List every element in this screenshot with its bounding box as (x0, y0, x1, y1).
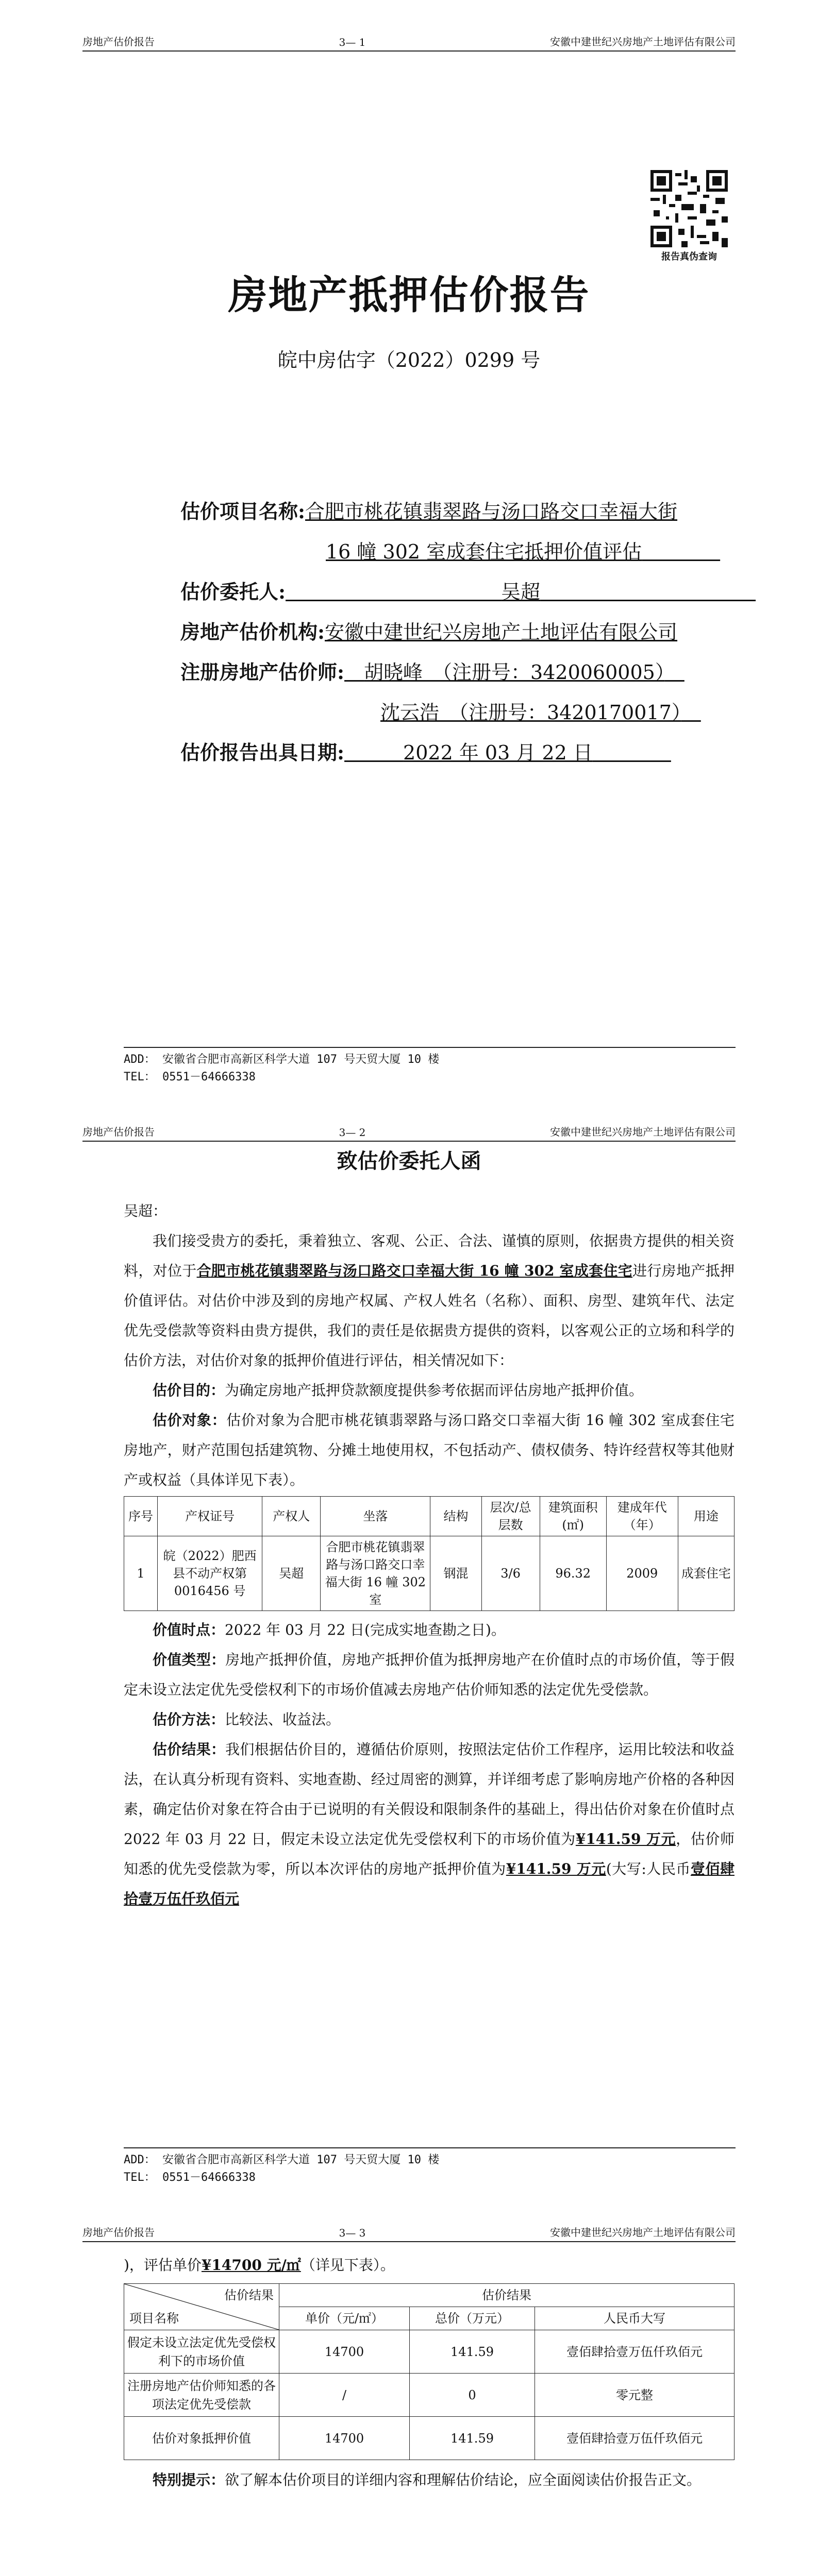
property-table (124, 1496, 734, 1611)
footer-address: ADD： 安徽省合肥市高新区科学大道 107 号天贸大厦 10 楼 (124, 2154, 440, 2166)
letter-page-2 (0, 2201, 818, 2576)
salutation: 吴超： (124, 1202, 168, 1219)
header-right: 安徽中建世纪兴房地产土地评估有限公司 (550, 36, 736, 48)
col-area: 建筑面积(㎡) (540, 1497, 606, 1536)
para-special: 特别提示：欲了解本估价项目的详细内容和理解估价结论，应全面阅读估价报告正文。 (153, 2471, 702, 2488)
col-use: 用途 (678, 1497, 734, 1536)
report-title: 房地产抵押估价报告 (228, 272, 590, 318)
letter-page-1 (0, 1100, 818, 2201)
date-key: 估价报告出具日期: (180, 741, 345, 764)
footer-address: ADD： 安徽省合肥市高新区科学大道 107 号天贸大厦 10 楼 (124, 1053, 440, 1066)
project-row-2 (326, 536, 720, 564)
header-left: 房地产估价报告 (82, 2226, 155, 2239)
col-seq: 序号 (124, 1497, 158, 1536)
para-result-cont: )，评估单价¥14700 元/㎡（详见下表）。 (124, 2257, 395, 2274)
report-number: 皖中房估字（2022）0299 号 (277, 349, 541, 371)
col-total-price: 总价（万元） (410, 2307, 535, 2330)
project-value-1: 合肥市桃花镇翡翠路与汤口路交口幸福大街 (305, 500, 678, 523)
page-footer (124, 2147, 736, 2187)
date-value: 2022 年 03 月 22 日 (403, 741, 593, 764)
client-key: 估价委托人: (180, 580, 286, 603)
page-header (82, 31, 736, 52)
project-row (180, 496, 677, 524)
qr-label: 报告真伪查询 (661, 251, 717, 262)
org-row (180, 616, 677, 645)
org-value: 安徽中建世纪兴房地产土地评估有限公司 (325, 621, 678, 643)
header-left: 房地产估价报告 (82, 36, 155, 48)
header-page: 3— 1 (339, 36, 366, 48)
col-location: 坐落 (321, 1497, 430, 1536)
qr-code-icon[interactable] (650, 170, 728, 247)
para-method: 估价方法：比较法、收益法。 (153, 1711, 341, 1728)
col-year: 建成年代（年） (606, 1497, 678, 1536)
col-rmb-upper: 人民币大写 (535, 2307, 734, 2330)
appraiser-1: 胡晓峰 （注册号：3420060005） (364, 661, 665, 684)
para-result: 估价结果：我们根据估价目的，遵循估价原则，按照法定估价工作程序，运用比较法和收益法，在认真分析现有资料、实地查勘、经过周密的测算，并详细考虑了影响房地产价格的各种因素，确定估价对象在符合由于已说明的有关假设和限制条件的基础上，得出估价对象在价值时点 2022 年 03 月 22 日，假定未设立法定优先受偿权利下的市场价值为¥141.59 万元，估价师知悉的优先受偿款为零，所以本次评估的房地产抵押价值为¥141.59 万元(大写:人民币壹佰肆拾壹万伍仟玖佰元 (124, 1741, 734, 1907)
org-key: 房地产估价机构: (180, 620, 325, 643)
para-value-type: 价值类型：房地产抵押价值，房地产抵押价值为抵押房地产在价值时点的市场价值，等于假定未设立法定优先受偿权利下的市场价值减去房地产估价师知悉的法定优先受偿款。 (124, 1651, 734, 1698)
diag-bottom-label: 项目名称 (129, 2311, 179, 2326)
footer-tel: TEL： 0551－64666338 (124, 1071, 256, 1083)
project-key: 估价项目名称: (180, 500, 306, 523)
header-right: 安徽中建世纪兴房地产土地评估有限公司 (550, 2226, 736, 2239)
diag-top-label: 估价结果 (224, 2288, 274, 2302)
appraiser-key: 注册房地产估价师: (180, 660, 345, 684)
client-row (180, 576, 756, 604)
header-left: 房地产估价报告 (82, 1126, 155, 1138)
letter-title: 致估价委托人函 (337, 1149, 481, 1173)
page-footer (124, 1047, 736, 1086)
para-purpose: 估价目的：为确定房地产抵押贷款额度提供参考依据而评估房地产抵押价值。 (153, 1382, 644, 1399)
diag-header-cell (124, 2284, 279, 2330)
table-row: 估价对象抵押价值 14700 141.59 壹佰肆拾壹万伍仟玖佰元 (124, 2417, 734, 2460)
header-right: 安徽中建世纪兴房地产土地评估有限公司 (550, 1126, 736, 1138)
para-object: 估价对象：估价对象为合肥市桃花镇翡翠路与汤口路交口幸福大街 16 幢 302 室成套住宅房地产，财产范围包括建筑物、分摊土地使用权，不包括动产、债权债务、特许经营权等其他财产或权益（具体详见下表）。 (124, 1412, 734, 1488)
col-cert: 产权证号 (158, 1497, 262, 1536)
appraiser-2: 沈云浩 （注册号：3420170017） (380, 701, 681, 724)
header-page: 3— 2 (339, 1126, 366, 1139)
project-value-2: 16 幢 302 室成套住宅抵押价值评估 (326, 540, 642, 563)
letter-body (124, 1196, 734, 1914)
table-row: 假定未设立法定优先受偿权利下的市场价值 14700 141.59 壹佰肆拾壹万伍仟玖佰元 (124, 2330, 734, 2374)
col-structure: 结构 (430, 1497, 481, 1536)
appraiser-row (180, 656, 685, 685)
table-row: 注册房地产估价师知悉的各项法定优先受偿款 / 0 零元整 (124, 2374, 734, 2417)
table-row: 1 皖（2022）肥西县不动产权第 0016456 号 吴超 合肥市桃花镇翡翠路与汤口路交口幸福大街 16 幢 302 室 钢混 3/6 96.32 2009 成套住宅 (124, 1536, 734, 1611)
page-header (82, 1121, 736, 1142)
cover-page (0, 0, 818, 1100)
appraiser-row-2 (380, 697, 701, 725)
table-header-row (124, 1497, 734, 1536)
header-page: 3— 3 (339, 2227, 366, 2239)
letter-body-cont (124, 2250, 734, 2495)
col-owner: 产权人 (262, 1497, 321, 1536)
result-group-header: 估价结果 (279, 2284, 734, 2307)
col-unit-price: 单价（元/㎡） (279, 2307, 410, 2330)
result-table (124, 2283, 734, 2460)
para-intro: 我们接受贵方的委托，秉着独立、客观、公正、合法、谨慎的原则，依据贵方提供的相关资料，对位于合肥市桃花镇翡翠路与汤口路交口幸福大街 16 幢 302 室成套住宅进行房地产抵押价值评估。对估价中涉及到的房地产权属、产权人姓名（名称）、面积、房型、建筑年代、法定优先受偿款等资料由贵方提供，我们的责任是依据贵方提供的资料，以客观公正的立场和科学的估价方法，对估价对象的抵押价值进行评估，相关情况如下： (124, 1232, 734, 1369)
page-header (82, 2222, 736, 2242)
footer-tel: TEL： 0551－64666338 (124, 2171, 256, 2184)
para-value-date: 价值时点：2022 年 03 月 22 日(完成实地查勘之日)。 (153, 1621, 506, 1638)
client-value: 吴超 (501, 581, 541, 603)
date-row (180, 737, 671, 765)
col-floor: 层次/总层数 (481, 1497, 540, 1536)
